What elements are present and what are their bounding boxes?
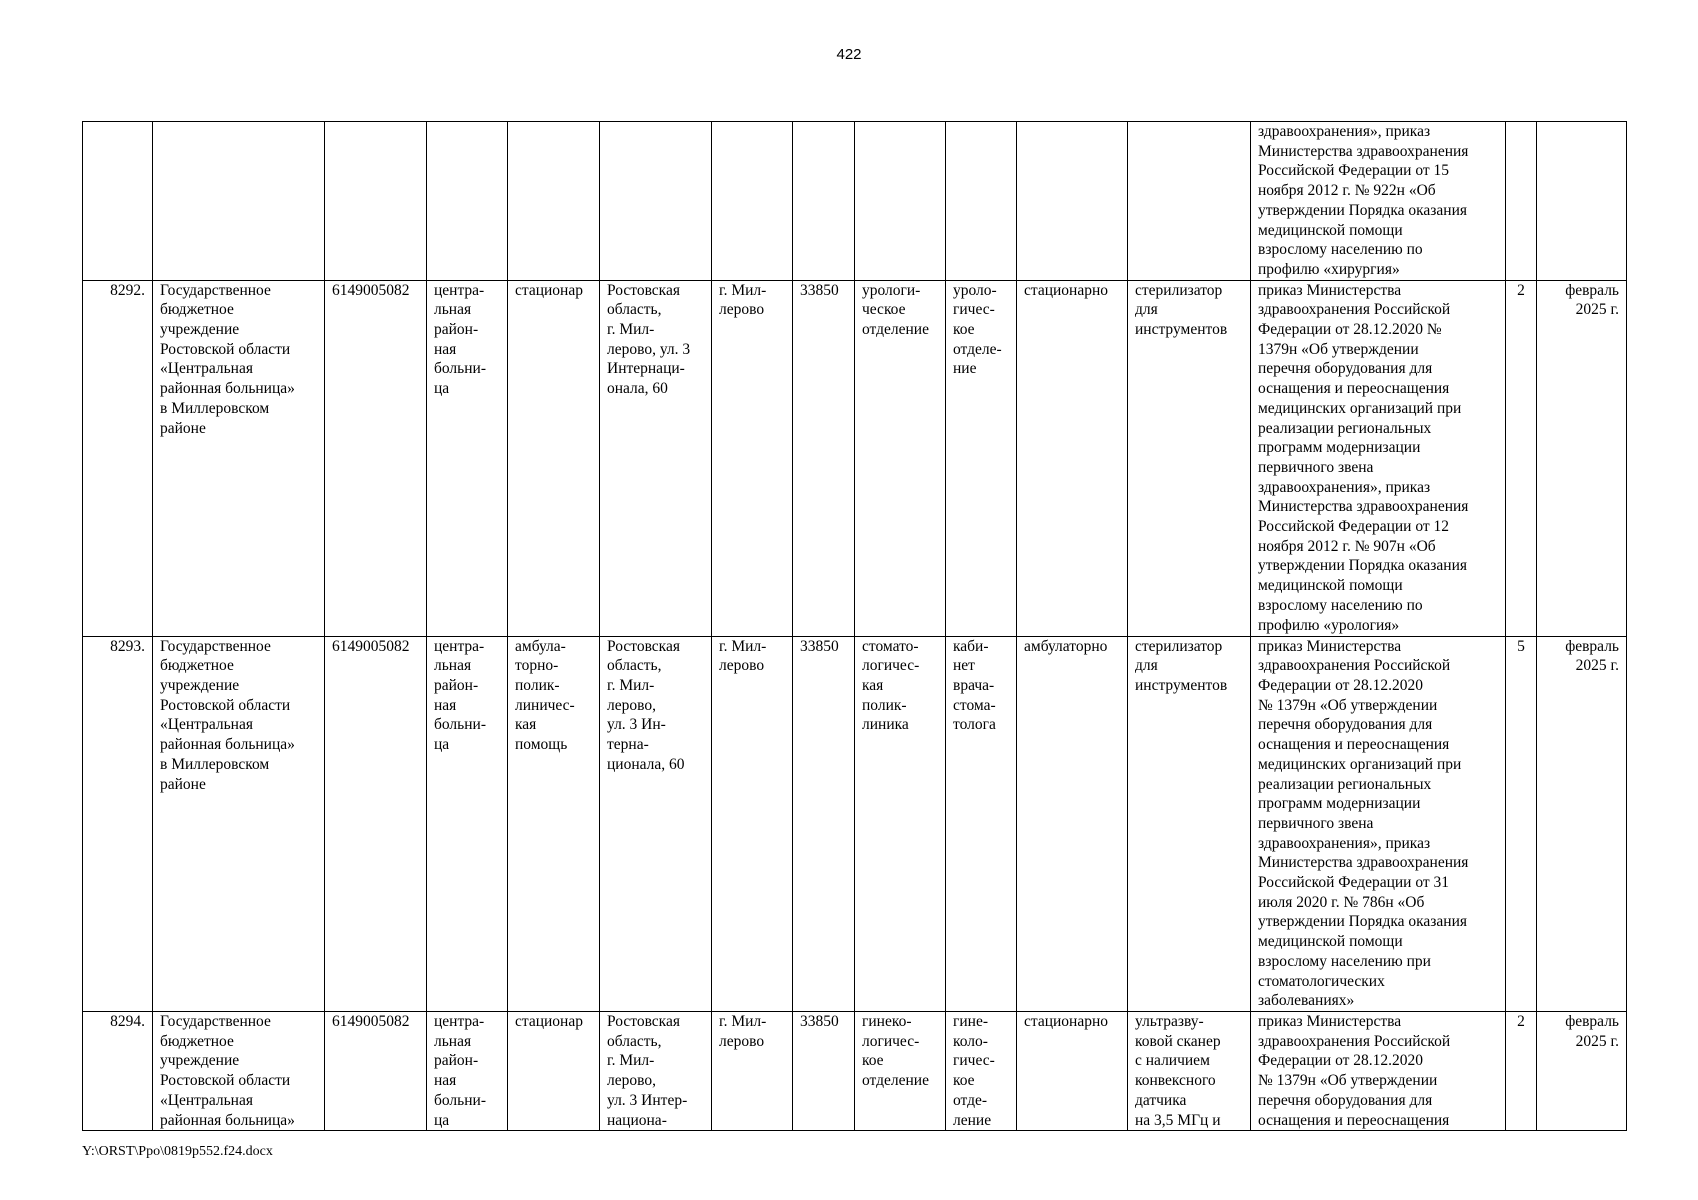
facility-type-cell: центра- льная район- ная больни- ца	[427, 636, 508, 1011]
mode-cell: стационарно	[1017, 280, 1128, 636]
quantity-cell: 5	[1506, 636, 1537, 1011]
department-cell: урологи- ческое отделение	[855, 280, 946, 636]
quantity-cell: 2	[1506, 1011, 1537, 1130]
facility-type-cell: центра- льная район- ная больни- ца	[427, 1011, 508, 1130]
code-cell: 33850	[793, 636, 855, 1011]
organization-cell: Государственное бюджетное учреждение Ростовской области «Центральная районная больница» в Миллеровском районе	[153, 280, 325, 636]
row-number: 8294.	[83, 1011, 153, 1130]
inn-cell: 6149005082	[325, 636, 427, 1011]
table-row	[83, 636, 1627, 1011]
unit-cell: каби- нет врача- стома- толога	[946, 636, 1017, 1011]
unit-cell	[946, 122, 1017, 281]
legal-basis-cell: приказ Министерства здравоохранения Российской Федерации от 28.12.2020 № 1379н «Об утверждении перечня оборудования для оснащения и переоснащения медицинских организаций при реализации региональных программ модернизации первичного звена здравоохранения», приказ Министерства здравоохранения Российской Федерации от 31 июля 2020 г. № 786н «Об утверждении Порядка оказания медицинской помощи взрослому населению при стоматологических заболеваниях»	[1251, 636, 1506, 1011]
legal-basis-cell: приказ Министерства здравоохранения Российской Федерации от 28.12.2020 № 1379н «Об утверждении перечня оборудования для оснащения и переоснащения	[1251, 1011, 1506, 1130]
equipment-register-table	[82, 121, 1627, 1131]
organization-cell: Государственное бюджетное учреждение Ростовской области «Центральная районная больница»	[153, 1011, 325, 1130]
quantity-cell: 2	[1506, 280, 1537, 636]
mode-cell: амбулаторно	[1017, 636, 1128, 1011]
quantity-cell	[1506, 122, 1537, 281]
date-cell: февраль 2025 г.	[1537, 280, 1627, 636]
footer-file-path: Y:\ORST\Ppo\0819p552.f24.docx	[82, 1144, 273, 1159]
city-cell	[712, 122, 793, 281]
equipment-cell: стерилизатор для инструментов	[1128, 280, 1251, 636]
unit-cell: уроло- гичес- кое отделе- ние	[946, 280, 1017, 636]
organization-cell	[153, 122, 325, 281]
department-cell: стомато- логичес- кая полик- линика	[855, 636, 946, 1011]
city-cell: г. Мил- лерово	[712, 1011, 793, 1130]
department-cell: гинеко- логичес- кое отделение	[855, 1011, 946, 1130]
code-cell: 33850	[793, 280, 855, 636]
page-number: 422	[836, 46, 862, 63]
code-cell: 33850	[793, 1011, 855, 1130]
organization-cell: Государственное бюджетное учреждение Ростовской области «Центральная районная больница» в Миллеровском районе	[153, 636, 325, 1011]
row-number: 8292.	[83, 280, 153, 636]
row-number: 8293.	[83, 636, 153, 1011]
equipment-cell: стерилизатор для инструментов	[1128, 636, 1251, 1011]
row-number	[83, 122, 153, 281]
mode-cell: стационарно	[1017, 1011, 1128, 1130]
legal-basis-cell: здравоохранения», приказ Министерства здравоохранения Российской Федерации от 15 ноября 2012 г. № 922н «Об утверждении Порядка оказания медицинской помощи взрослому населению по профилю «хирургия»	[1251, 122, 1506, 281]
care-type-cell: амбула- торно- полик- линичес- кая помощь	[508, 636, 600, 1011]
date-cell	[1537, 122, 1627, 281]
code-cell	[793, 122, 855, 281]
facility-type-cell: центра- льная район- ная больни- ца	[427, 280, 508, 636]
address-cell: Ростовская область, г. Мил- лерово, ул. 3 Интер- национа-	[600, 1011, 712, 1130]
equipment-cell: ультразву- ковой сканер с наличием конвексного датчика на 3,5 МГц и	[1128, 1011, 1251, 1130]
inn-cell: 6149005082	[325, 1011, 427, 1130]
legal-basis-cell: приказ Министерства здравоохранения Российской Федерации от 28.12.2020 № 1379н «Об утверждении перечня оборудования для оснащения и переоснащения медицинских организаций при реализации региональных программ модернизации первичного звена здравоохранения», приказ Министерства здравоохранения Российской Федерации от 12 ноября 2012 г. № 907н «Об утверждении Порядка оказания медицинской помощи взрослому населению по профилю «урология»	[1251, 280, 1506, 636]
care-type-cell: стационар	[508, 280, 600, 636]
address-cell	[600, 122, 712, 281]
table-row	[83, 122, 1627, 281]
equipment-cell	[1128, 122, 1251, 281]
mode-cell	[1017, 122, 1128, 281]
inn-cell	[325, 122, 427, 281]
facility-type-cell	[427, 122, 508, 281]
unit-cell: гине- коло- гичес- кое отде- ление	[946, 1011, 1017, 1130]
city-cell: г. Мил- лерово	[712, 280, 793, 636]
date-cell: февраль 2025 г.	[1537, 636, 1627, 1011]
address-cell: Ростовская область, г. Мил- лерово, ул. 3 Ин- терна- ционала, 60	[600, 636, 712, 1011]
table-row	[83, 280, 1627, 636]
department-cell	[855, 122, 946, 281]
care-type-cell	[508, 122, 600, 281]
inn-cell: 6149005082	[325, 280, 427, 636]
care-type-cell: стационар	[508, 1011, 600, 1130]
city-cell: г. Мил- лерово	[712, 636, 793, 1011]
table-row	[83, 1011, 1627, 1130]
address-cell: Ростовская область, г. Мил- лерово, ул. 3 Интернаци- онала, 60	[600, 280, 712, 636]
date-cell: февраль 2025 г.	[1537, 1011, 1627, 1130]
